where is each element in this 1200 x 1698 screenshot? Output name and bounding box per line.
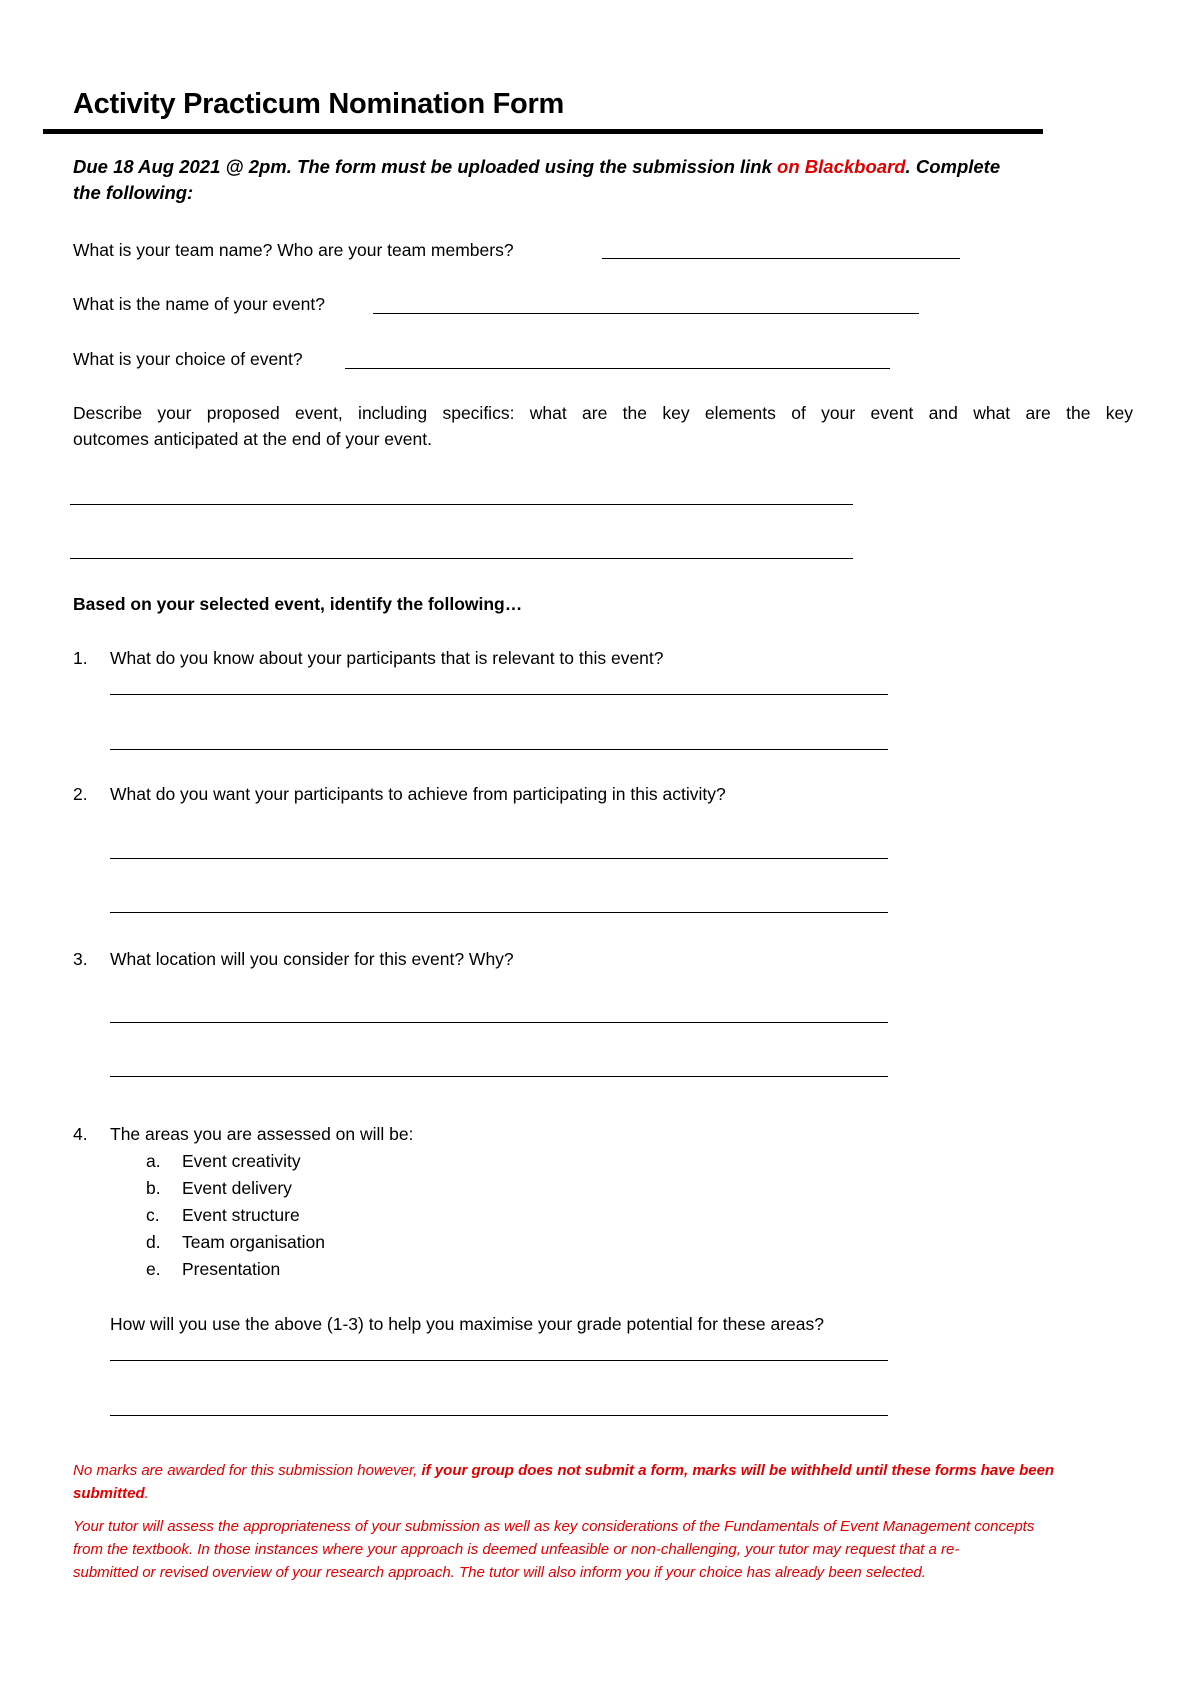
team-question: What is your team name? Who are your team members? [73, 240, 514, 260]
following-text: the following: [73, 182, 194, 203]
area-letter: a. [146, 1151, 161, 1171]
note-1-warning: if your group does not submit a form, marks will be withheld until these forms have been [421, 1462, 1055, 1479]
question-1-answer-line[interactable] [110, 749, 888, 750]
area-item: Event creativity [182, 1151, 301, 1171]
tutor-assessment-note [73, 1515, 1143, 1584]
area-letter: b. [146, 1178, 161, 1198]
question-1-text: What do you know about your participants that is relevant to this event? [110, 648, 664, 668]
event-name-question: What is the name of your event? [73, 294, 325, 314]
due-period: . [905, 156, 911, 177]
due-date: Due 18 Aug 2021 @ 2pm. [73, 156, 292, 177]
upload-instruction: The form must be uploaded using the submission link [297, 156, 772, 177]
due-instructions [73, 154, 1113, 206]
question-3-answer-line[interactable] [110, 1022, 888, 1023]
choice-question: What is your choice of event? [73, 349, 303, 369]
section-heading: Based on your selected event, identify the following… [73, 594, 523, 614]
note-1-intro: No marks are awarded for this submission however, [73, 1462, 418, 1479]
question-3-answer-line[interactable] [110, 1076, 888, 1077]
area-letter: d. [146, 1232, 161, 1252]
area-item: Event structure [182, 1205, 300, 1225]
area-letter: c. [146, 1205, 160, 1225]
describe-line-1: Describe your proposed event, including specifics: what are the key elements of your event and what are the key [73, 403, 1133, 423]
question-4-text: The areas you are assessed on will be: [110, 1124, 414, 1144]
note-1-warning-end: submitted [73, 1485, 145, 1502]
title-divider [43, 129, 1043, 134]
form-title: Activity Practicum Nomination Form [73, 88, 564, 120]
area-item: Event delivery [182, 1178, 292, 1198]
question-1-answer-line[interactable] [110, 694, 888, 695]
followup-question: How will you use the above (1-3) to help you maximise your grade potential for these areas? [110, 1314, 824, 1334]
complete-text: Complete [915, 156, 1001, 177]
choice-answer-line[interactable] [345, 368, 890, 369]
note-2-line-1: Your tutor will assess the appropriateness of your submission as well as key considerations of the Fundamentals of Event Management concepts [73, 1518, 1035, 1535]
question-2-answer-line[interactable] [110, 912, 888, 913]
area-item: Team organisation [182, 1232, 325, 1252]
note-1-period: . [144, 1485, 149, 1502]
note-2-line-3: submitted or revised overview of your research approach. The tutor will also inform you if your choice has already been selected. [73, 1564, 926, 1581]
question-2-text: What do you want your participants to achieve from participating in this activity? [110, 784, 726, 804]
team-answer-line[interactable] [602, 258, 960, 259]
question-2-answer-line[interactable] [110, 858, 888, 859]
event-name-answer-line[interactable] [373, 313, 919, 314]
area-letter: e. [146, 1259, 161, 1279]
followup-answer-line[interactable] [110, 1415, 888, 1416]
blackboard-link-text: on Blackboard [777, 156, 906, 177]
area-item: Presentation [182, 1259, 281, 1279]
followup-answer-line[interactable] [110, 1360, 888, 1361]
question-3-text: What location will you consider for this event? Why? [110, 949, 514, 969]
describe-line-2: outcomes anticipated at the end of your event. [73, 429, 432, 449]
note-2-line-2: from the textbook. In those instances where your approach is deemed unfeasible or non-challenging, your tutor may request that a re- [73, 1541, 960, 1558]
describe-answer-line[interactable] [70, 504, 853, 505]
withheld-marks-note [73, 1459, 1143, 1505]
question-number: 2. [73, 784, 88, 804]
question-number: 1. [73, 648, 88, 668]
describe-paragraph [73, 400, 1133, 452]
question-number: 4. [73, 1124, 88, 1144]
describe-answer-line[interactable] [70, 558, 853, 559]
question-number: 3. [73, 949, 88, 969]
